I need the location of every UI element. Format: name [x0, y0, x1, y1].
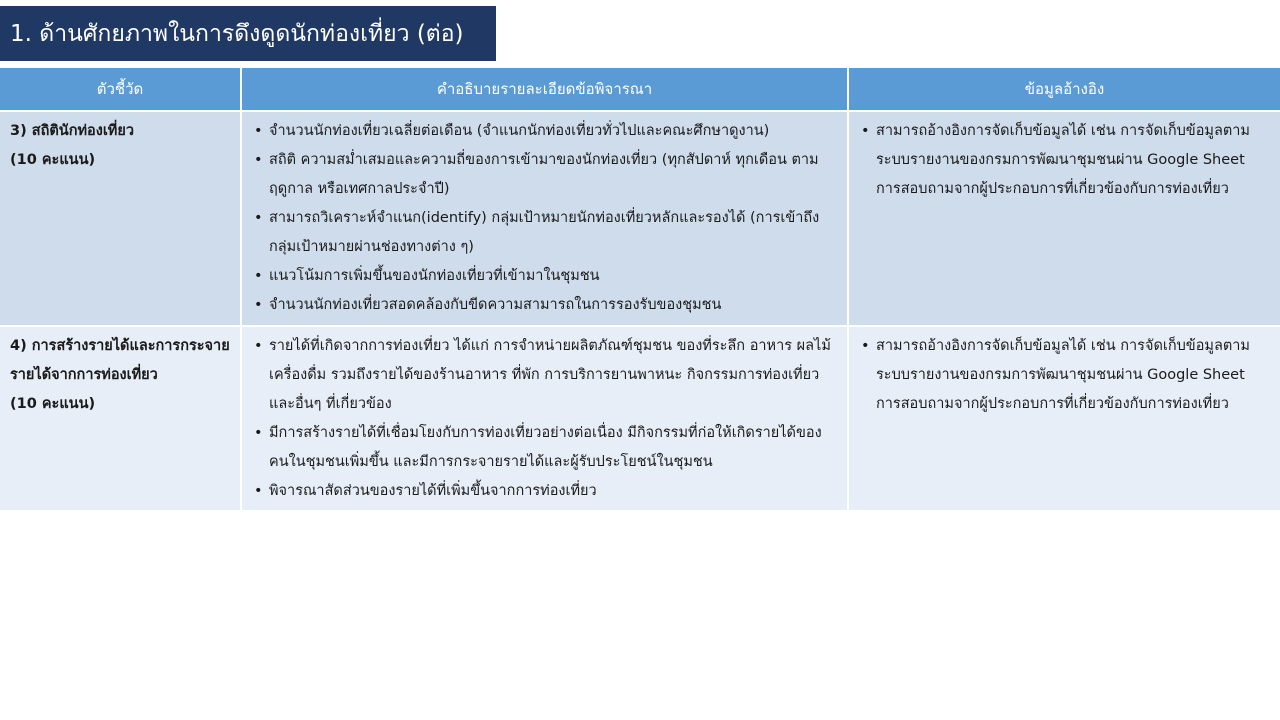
indicator-name: 4) การสร้างรายได้และการกระจายรายได้จากการท่องเที่ยว [10, 338, 230, 383]
reference-item: • สามารถอ้างอิงการจัดเก็บข้อมูลได้ เช่น การจัดเก็บข้อมูลตามระบบรายงานของกรมการพัฒนาชุมชนผ่าน Google Sheet การสอบถามจากผู้ประกอบการที่เกี่ยวข้องกับการท่องเที่ยว [859, 117, 1270, 204]
indicator-cell [0, 111, 241, 326]
detail-item: • พิจารณาสัดส่วนของรายได้ที่เพิ่มขึ้นจากการท่องเที่ยว [252, 477, 837, 506]
detail-item: • จำนวนนักท่องเที่ยวสอดคล้องกับขีดความสามารถในการรองรับของชุมชน [252, 291, 837, 320]
criteria-table [0, 68, 1280, 512]
reference-item: • สามารถอ้างอิงการจัดเก็บข้อมูลได้ เช่น การจัดเก็บข้อมูลตามระบบรายงานของกรมการพัฒนาชุมชนผ่าน Google Sheet การสอบถามจากผู้ประกอบการที่เกี่ยวข้องกับการท่องเที่ยว [859, 332, 1270, 419]
table-row [0, 111, 1280, 326]
details-cell [241, 111, 848, 326]
page-title [0, 6, 496, 61]
detail-item: • สถิติ ความสม่ำเสมอและความถี่ของการเข้ามาของนักท่องเที่ยว (ทุกสัปดาห์ ทุกเดือน ตามฤดูกาล หรือเทศกาลประจำปี) [252, 146, 837, 204]
references-list [859, 332, 1270, 419]
header-indicator: ตัวชี้วัด [0, 68, 241, 111]
indicator-cell [0, 326, 241, 511]
detail-item: • รายได้ที่เกิดจากการท่องเที่ยว ได้แก่ การจำหน่ายผลิตภัณฑ์ชุมชน ของที่ระลึก อาหาร ผลไม้ เครื่องดื่ม รวมถึงรายได้ของร้านอาหาร ที่พัก การบริการยานพาหนะ กิจกรรมการท่องเที่ยว และอื่นๆ ที่เกี่ยวข้อง [252, 332, 837, 419]
header-references: ข้อมูลอ้างอิง [848, 68, 1280, 111]
detail-item: • จำนวนนักท่องเที่ยวเฉลี่ยต่อเดือน (จำแนกนักท่องเที่ยวทั่วไปและคณะศึกษาดูงาน) [252, 117, 837, 146]
references-list [859, 117, 1270, 204]
table-header-row [0, 68, 1280, 111]
details-cell [241, 326, 848, 511]
indicator-score: (10 คะแนน) [10, 152, 96, 168]
references-cell [848, 111, 1280, 326]
header-details: คำอธิบายรายละเอียดข้อพิจารณา [241, 68, 848, 111]
details-list [252, 117, 837, 320]
indicator-name: 3) สถิตินักท่องเที่ยว [10, 123, 135, 139]
page-title-text: 1. ด้านศักยภาพในการดึงดูดนักท่องเที่ยว (ต่อ) [10, 20, 464, 47]
detail-item: • แนวโน้มการเพิ่มขึ้นของนักท่องเที่ยวที่เข้ามาในชุมชน [252, 262, 837, 291]
references-cell [848, 326, 1280, 511]
detail-item: • มีการสร้างรายได้ที่เชื่อมโยงกับการท่องเที่ยวอย่างต่อเนื่อง มีกิจกรรมที่ก่อให้เกิดรายได้ของคนในชุมชนเพิ่มขึ้น และมีการกระจายรายได้และผู้รับประโยชน์ในชุมชน [252, 419, 837, 477]
detail-item: • สามารถวิเคราะห์จำแนก(identify) กลุ่มเป้าหมายนักท่องเที่ยวหลักและรองได้ (การเข้าถึงกลุ่มเป้าหมายผ่านช่องทางต่าง ๆ) [252, 204, 837, 262]
indicator-score: (10 คะแนน) [10, 396, 96, 412]
table-row [0, 326, 1280, 511]
details-list [252, 332, 837, 506]
